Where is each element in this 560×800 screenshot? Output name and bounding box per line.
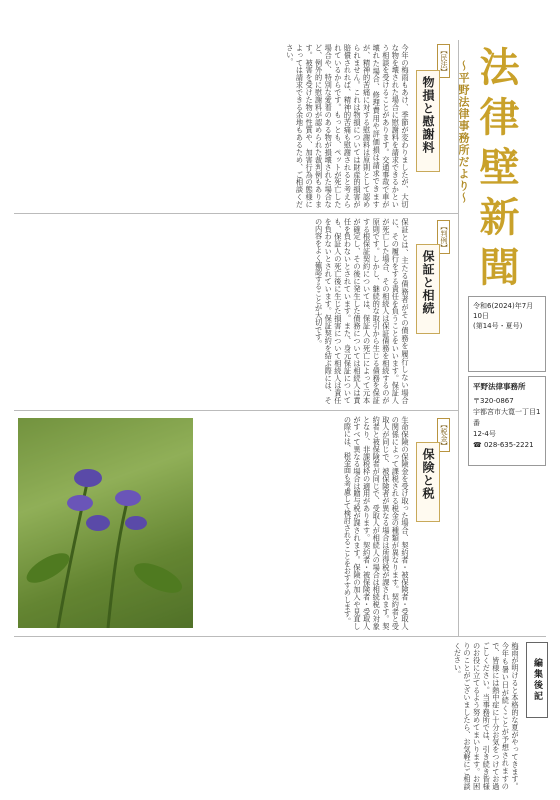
flower-photo — [18, 418, 193, 628]
tax-body: 生命保険の保険金を受け取った場合、契約者・被保険者・受取人の関係によって課税される税金の種類が異なります。契約者と受取人が同じで、被保険者が異なる場合は所得税が課されます。契約者と被保険者が同じで、受取人が相続人の場合は相続税の対象となり、非課税枠の適用があります。契約者・被保険者・受取人がすべて異なる場合は贈与税が課されます。保険の加入や見直しの際には、税金面も考慮して検討されることをおすすめします。 — [343, 416, 410, 630]
tax-heading: 保険と税 — [421, 448, 435, 500]
office-postal: 〒320-0867 — [473, 397, 514, 405]
masthead-subtitle: ～平野法律事務所だより～ — [457, 60, 470, 204]
precedent-heading: 保証と相続 — [421, 250, 435, 315]
office-address-1: 宇都宮市大寛一丁目1番 — [473, 408, 541, 427]
divider-top — [14, 213, 458, 214]
masthead-title: 法律壁新聞 — [473, 46, 520, 296]
issue-number: (第14号・夏号) — [473, 322, 523, 330]
divider-masthead — [458, 40, 459, 636]
editor-body: 梅雨が明けると本格的な夏がやってきます。今年も暑い日が続くことが予想されますので、皆様には熱中症に十分お気をつけてお過ごしください。当事務所では、引き続き皆様のお役に立てるよう努めてまいります。お困りのことがございましたら、お気軽にご相談ください。 — [453, 642, 520, 790]
precedent-body: 保証とは、主たる債務者がその債務を履行しない場合に、その履行をする責任を負うことをいいます。保証人が死亡した場合、その相続人は保証債務を相続するのが原則です。しかし、継続的な取引から生じる債務を保証する根保証契約については、保証人の死亡によって元本が確定し、その後に発生した債務については相続人は責任を負わないとされています。また、身元保証についても、保証人の死亡後に生じた損害について相続人は責任を負わないとされています。保証契約を結ぶ際には、その内容をよく確認することが大切です。 — [314, 218, 410, 404]
civil-heading: 物損と慰謝料 — [421, 76, 435, 154]
issue-date: 令和6(2024)年7月10日 — [473, 302, 534, 320]
civil-body: 今年の梅雨もあけ、季節が変わりましたが、大切な物を壊された場合に慰謝料を請求できるかという相談を受けることがあります。交通事故で車が壊れた場合、修理費用や評価損は請求できますが、精神的苦痛に対する慰謝料は原則として認められません。これは物損については財産的損害が賠償されれば、精神的苦痛も慰謝されると考えられているからです。もっとも、ペットが死亡した場合や、特別な愛着のある物が損壊された場合など、例外的に慰謝料が認められた裁判例もあります。被害を受けた物の性質や、加害行為の態様によっては請求できる余地もあるため、ご相談ください。 — [285, 44, 410, 208]
civil-tag: 【民法】 — [437, 44, 450, 78]
editor-tag: 編集後記 — [526, 642, 548, 718]
office-tel: ☎ 028-635-2221 — [473, 441, 534, 449]
issue-info — [468, 296, 546, 372]
office-address-2: 12-4号 — [473, 430, 496, 438]
flower-illustration — [18, 418, 193, 628]
office-name: 平野法律事務所 — [473, 382, 526, 391]
divider-middle — [14, 410, 458, 411]
divider-bottom — [14, 636, 546, 637]
tax-tag: 【税金】 — [437, 418, 450, 452]
office-info — [468, 376, 546, 466]
precedent-tag: 【判例】 — [437, 220, 450, 254]
